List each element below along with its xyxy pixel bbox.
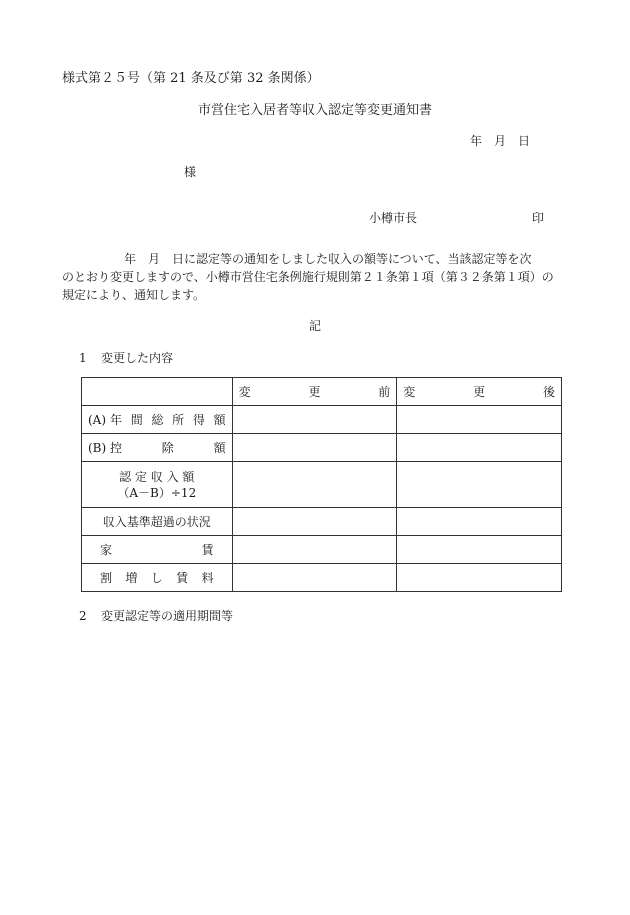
before-value-cell	[232, 536, 397, 564]
label-char: 家	[100, 543, 113, 557]
label-char: 得	[192, 413, 205, 427]
document-title: 市営住宅入居者等収入認定等変更通知書	[197, 103, 432, 118]
after-value-cell	[397, 536, 562, 564]
header-blank-cell	[82, 378, 233, 406]
before-value-cell	[232, 564, 397, 592]
label-rent	[82, 536, 233, 564]
label-char: 年	[110, 413, 123, 427]
label-prefix-a: (A)	[88, 412, 107, 427]
header-after-char: 変	[403, 385, 416, 399]
after-value-cell	[397, 406, 562, 434]
body-line-1: 年 月 日に認定等の通知をしました収入の額等について、当該認定等を次	[124, 252, 532, 266]
issue-date-line: 年 月 日	[470, 134, 531, 148]
header-after-change	[397, 378, 562, 406]
form-number: 様式第２５号（第 21 条及び第 32 条関係）	[62, 71, 320, 86]
label-recognized-income	[82, 462, 233, 508]
label-char: 控	[110, 441, 123, 455]
section-1-number: 1	[79, 351, 87, 365]
section-2-heading	[79, 607, 233, 624]
before-value-cell	[232, 508, 397, 536]
table-row-annual-income	[82, 406, 562, 434]
header-before-char: 前	[378, 385, 391, 399]
recognized-income-line-1: 認 定 収 入 額	[119, 469, 195, 484]
section-1-heading	[79, 349, 173, 366]
table-row-deduction	[82, 434, 562, 462]
label-char: 賃	[201, 543, 214, 557]
addressee-honorific: 様	[184, 165, 197, 179]
label-annual-income	[82, 406, 233, 434]
section-1-title: 変更した内容	[101, 351, 174, 365]
header-after-char: 後	[542, 385, 555, 399]
label-char: 間	[130, 413, 143, 427]
after-value-cell	[397, 434, 562, 462]
label-prefix-b: (B)	[88, 440, 107, 455]
label-income-excess: 収入基準超過の状況	[82, 508, 233, 536]
label-char: 総	[151, 413, 164, 427]
change-content-table	[81, 377, 562, 592]
label-char: し	[150, 571, 163, 585]
notice-body	[62, 250, 582, 304]
header-before-change	[232, 378, 397, 406]
table-header-row	[82, 378, 562, 406]
label-char: 額	[213, 441, 226, 455]
table-row-income-excess	[82, 508, 562, 536]
label-additional-rent	[82, 564, 233, 592]
label-char: 除	[161, 441, 174, 455]
recognized-income-line-2: （A－B）÷12	[117, 485, 197, 500]
after-value-cell	[397, 564, 562, 592]
body-line-3: 規定により、通知します。	[62, 288, 206, 302]
label-char: 賃	[176, 571, 189, 585]
ki-heading: 記	[308, 319, 321, 333]
label-char: 料	[201, 571, 214, 585]
table-row-additional-rent	[82, 564, 562, 592]
label-char: 割	[100, 571, 113, 585]
label-char: 所	[172, 413, 185, 427]
header-before-char: 変	[238, 385, 251, 399]
table-row-rent	[82, 536, 562, 564]
header-after-char: 更	[473, 385, 486, 399]
before-value-cell	[232, 462, 397, 508]
before-value-cell	[232, 434, 397, 462]
label-char: 増	[125, 571, 138, 585]
issuer-seal-mark: 印	[532, 211, 545, 225]
issuer-name: 小樽市長	[369, 211, 418, 225]
after-value-cell	[397, 462, 562, 508]
section-2-number: 2	[79, 609, 87, 623]
label-deduction	[82, 434, 233, 462]
label-char: 額	[213, 413, 226, 427]
section-2-title: 変更認定等の適用期間等	[101, 609, 234, 623]
before-value-cell	[232, 406, 397, 434]
table-row-recognized-income	[82, 462, 562, 508]
header-before-char: 更	[308, 385, 321, 399]
body-line-2: のとおり変更しますので、小樽市営住宅条例施行規則第２１条第１項（第３２条第１項）の	[62, 270, 554, 284]
after-value-cell	[397, 508, 562, 536]
